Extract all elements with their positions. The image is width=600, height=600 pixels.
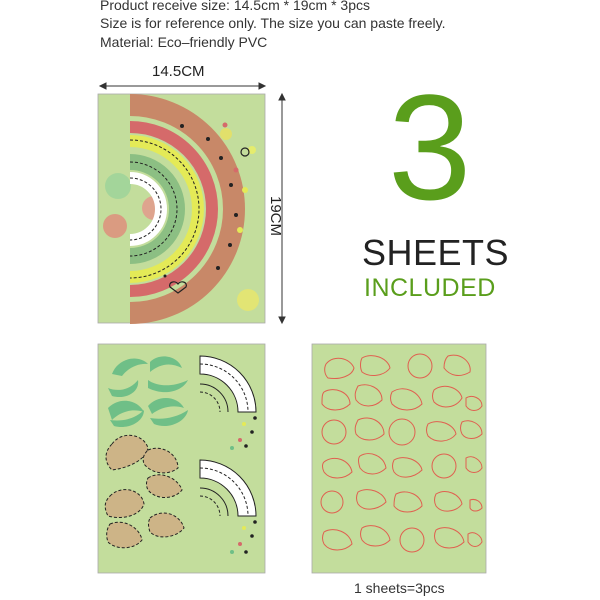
size-note-text: Size is for reference only. The size you can paste freely. xyxy=(100,15,446,31)
sheets-text: SHEETS xyxy=(362,232,510,273)
width-dimension-arrow xyxy=(100,83,265,89)
hearts-sheet xyxy=(98,344,265,573)
product-size-text: Product receive size: 14.5cm * 19cm * 3pcs xyxy=(100,0,371,13)
height-label: 19CM xyxy=(267,196,284,237)
rainbow-sheet xyxy=(98,94,265,323)
cutline-sheet xyxy=(312,344,486,573)
width-label: 14.5CM xyxy=(152,63,205,80)
material-text: Material: Eco–friendly PVC xyxy=(100,34,268,50)
sheet-count-number: 3 xyxy=(388,63,472,231)
height-dimension-arrow xyxy=(279,94,285,323)
sheet-caption: 1 sheets=3pcs xyxy=(354,580,445,596)
included-text: INCLUDED xyxy=(364,274,496,302)
